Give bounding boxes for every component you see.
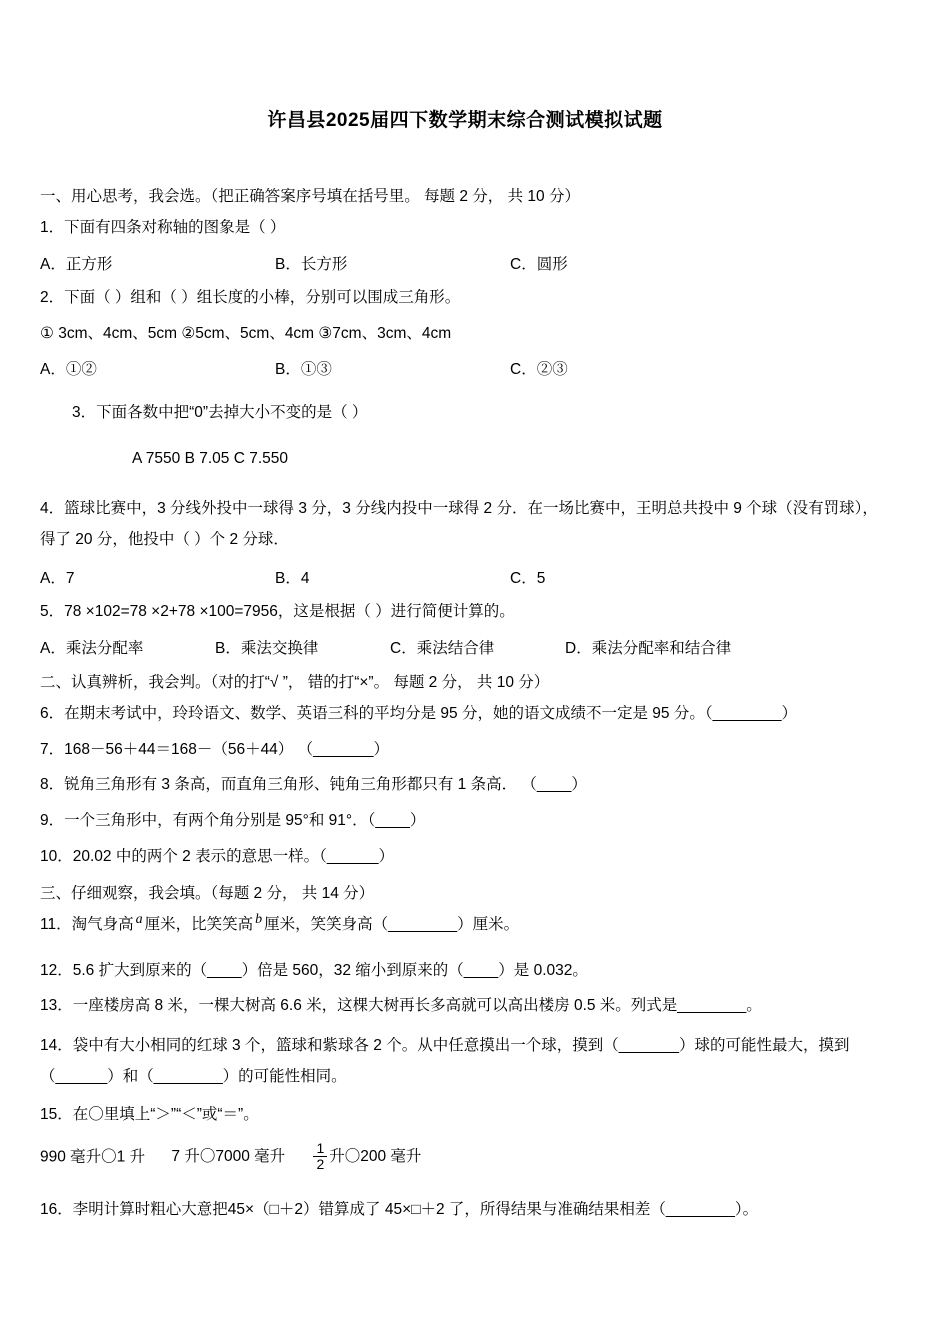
question-15-stem: 15．在〇里填上“＞”“＜”或“＝”。	[40, 1106, 259, 1124]
question-5-options	[40, 636, 890, 658]
section-heading-2: 二、认真辨析，我会判。（对的打“√ ”， 错的打“×”。 每题 2 分， 共 10 分）	[40, 673, 550, 691]
comparison-row	[40, 1139, 890, 1172]
fraction-one-half: $\frac{1}{2}$	[313, 1141, 327, 1171]
question-1-stem: 1．下面有四条对称轴的图象是（ ）	[40, 219, 286, 236]
question-12-stem: 12．5.6 扩大到原来的（____）倍是 560，32 缩小到原来的（____）是 0.032。	[40, 961, 588, 979]
question-3-stem: 3．下面各数中把“0”去掉大小不变的是（ ）	[72, 404, 368, 422]
option-c: C．圆形	[510, 255, 568, 273]
question-11-stem	[40, 913, 890, 938]
question-11-part-2: 厘米，比笑笑高	[144, 915, 254, 933]
section-heading-3: 三、仔细观察，我会填。（每题 2 分， 共 14 分）	[40, 884, 375, 902]
question-9-stem: 9．一个三角形中，有两个角分别是 95°和 91°．（____）	[40, 812, 426, 830]
question-7-stem: 7．168－56＋44＝168－（56＋44） （_______）	[40, 740, 389, 758]
question-10-stem: 10．20.02 中的两个 2 表示的意思一样。（______）	[40, 847, 395, 865]
question-2-extra: ① 3cm、4cm、5cm ②5cm、5cm、4cm ③7cm、3cm、4cm	[40, 324, 452, 342]
question-8-stem: 8．锐角三角形有 3 条高，而直角三角形、钝角三角形都只有 1 条高． （____）	[40, 776, 587, 794]
option-a: A．正方形	[40, 255, 113, 273]
compare-item-2: 7 升〇7000 毫升	[171, 1148, 286, 1166]
option-a: A．7	[40, 569, 75, 587]
option-b: B．乘法交换律	[215, 639, 319, 657]
option-c: C．5	[510, 569, 546, 587]
section-heading-1: 一、用心思考，我会选。（把正确答案序号填在括号里。 每题 2 分， 共 10 分）	[40, 188, 580, 205]
question-4-stem: 4．篮球比赛中，3 分线外投中一球得 3 分，3 分线内投中一球得 2 分．在一场比赛中，王明总共投中 9 个球（没有罚球），得了 20 分，他投中（ ）个 2 分球．	[40, 499, 878, 548]
variable-b: b	[255, 911, 263, 927]
question-1-options	[40, 252, 890, 274]
option-b: B．长方形	[275, 255, 348, 273]
option-b: B．①③	[275, 361, 332, 379]
question-16-stem: 16．李明计算时粗心大意把45×（□＋2）错算成了 45×□＋2 了，所得结果与准确结果相差（________）。	[40, 1201, 759, 1219]
question-6-stem: 6．在期末考试中，玲玲语文、数学、英语三科的平均分是 95 分，她的语文成绩不一定是 95 分。（________）	[40, 704, 798, 722]
page-title: 许昌县2025届四下数学期末综合测试模拟试题	[267, 110, 663, 131]
question-3-options: A 7550 B 7.05 C 7.550	[132, 450, 288, 468]
compare-item-3-tail: 升〇200 毫升	[329, 1148, 422, 1166]
option-c: C．②③	[510, 361, 568, 379]
question-11-part-3: 厘米，笑笑身高（________）厘米。	[264, 915, 520, 933]
variable-a: a	[135, 911, 143, 927]
question-4-options	[40, 566, 890, 588]
option-b: B．4	[275, 569, 310, 587]
question-2-stem: 2．下面（ ）组和（ ）组长度的小棒，分别可以围成三角形。	[40, 288, 461, 306]
option-a: A．乘法分配率	[40, 639, 144, 657]
compare-item-1: 990 毫升〇1 升	[40, 1148, 146, 1166]
option-d: D．乘法分配率和结合律	[565, 639, 732, 657]
question-13-stem: 13．一座楼房高 8 米，一棵大树高 6.6 米，这棵大树再长多高就可以高出楼房 0.5 米。列式是________。	[40, 997, 762, 1015]
question-11-part-1: 11．淘气身高	[40, 915, 134, 933]
question-2-options	[40, 357, 890, 379]
compare-item-3	[311, 1139, 422, 1172]
option-a: A．①②	[40, 361, 97, 379]
option-c: C．乘法结合律	[390, 639, 495, 657]
question-14-stem: 14．袋中有大小相同的红球 3 个，篮球和紫球各 2 个。从中任意摸出一个球，摸到（_______）球的可能性最大，摸到（______）和（________）的可能性相同。	[40, 1037, 850, 1086]
question-5-stem: 5．78 ×102=78 ×2+78 ×100=7956，这是根据（ ）进行简便计算的。	[40, 602, 515, 620]
